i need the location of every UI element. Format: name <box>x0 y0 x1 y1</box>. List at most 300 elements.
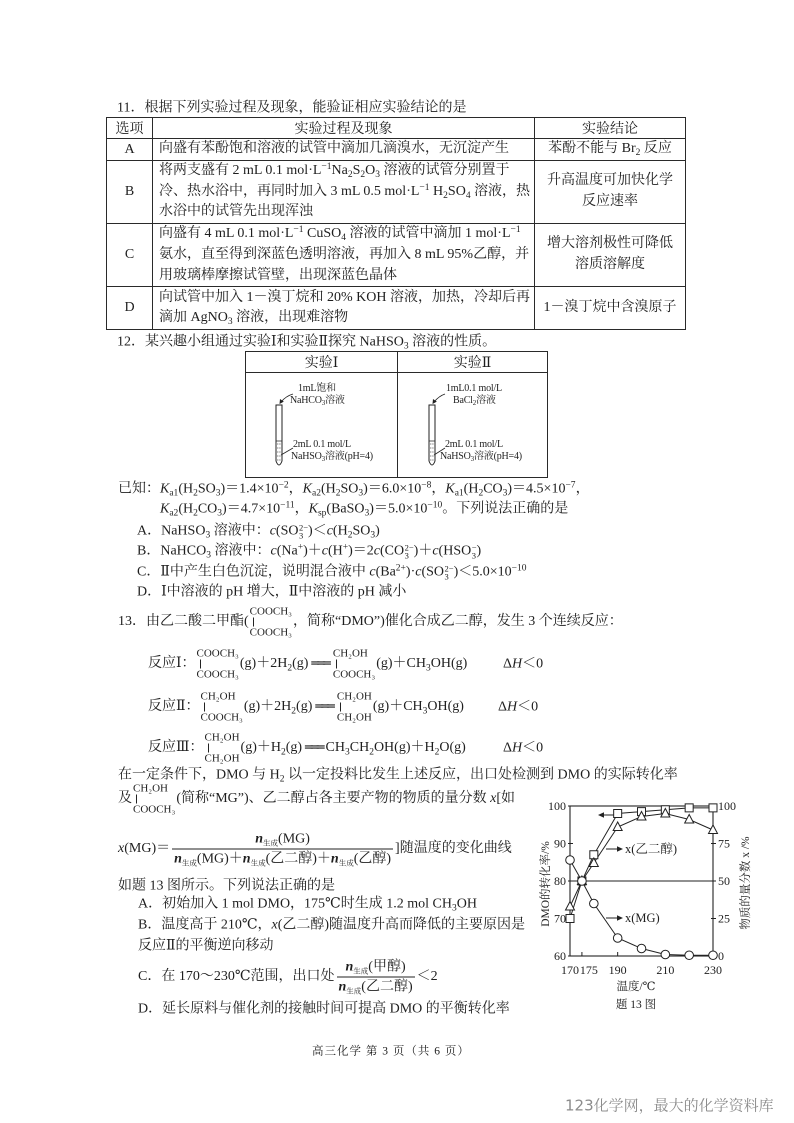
text-run: SO <box>352 523 371 539</box>
experiment-1-title: 实验Ⅰ <box>246 352 398 373</box>
cell-line <box>535 298 685 319</box>
text-run: (H <box>178 501 194 517</box>
denominator <box>337 978 415 997</box>
bond-line <box>208 744 209 753</box>
reaction-1-enthalpy <box>503 655 543 674</box>
text-run: 溶液 <box>325 395 345 406</box>
subscript: 2 <box>279 774 285 785</box>
formula-bottom-group: COOCH₃ <box>249 626 293 639</box>
q13-option-b-continued <box>138 937 274 956</box>
text-run: (g)＋2H <box>243 699 292 715</box>
text-run: (H <box>463 481 479 497</box>
left-axis-title: DMO的转化率/% <box>540 841 552 927</box>
text-run: OH(g)＋H <box>373 740 435 756</box>
structural-formula <box>197 649 239 680</box>
italic-symbol: c <box>326 523 333 539</box>
series-label-mg: x(MG) <box>625 911 660 925</box>
text-run: [如 <box>496 791 516 807</box>
conclusion-cell <box>535 287 686 330</box>
text-run: (g)＋2H <box>239 656 288 672</box>
text-run: Δ <box>503 740 513 756</box>
text-run: 在一定条件下，DMO 与 H <box>118 767 280 783</box>
text-run: A．初始加入 1 mol DMO，175℃时生成 1.2 mol CH <box>138 896 452 912</box>
experiment-1-setup <box>246 373 398 478</box>
subscript: 3 <box>321 399 326 407</box>
subscript: 3 <box>375 170 381 180</box>
text-run: (g)＋H <box>240 740 281 756</box>
text-run: 如题 13 图所示。下列说法正确的是 <box>118 878 335 894</box>
formula-bottom-group: COOCH₃ <box>200 711 243 724</box>
bond-line <box>200 660 201 669</box>
cell-line <box>159 202 534 223</box>
cell-line <box>535 255 685 276</box>
table-row <box>107 139 686 161</box>
text-run: H <box>429 183 444 199</box>
structural-formula <box>333 649 375 680</box>
structural-formula <box>133 784 175 815</box>
subscript: 生成 <box>250 858 266 868</box>
text-run: ＜0 <box>522 656 544 672</box>
text-run: (乙二醇)随温度升高而降低的主要原因是 <box>277 917 526 933</box>
superscript: + <box>297 542 304 553</box>
q12-experiment-figure <box>245 351 548 478</box>
subscript: a1 <box>454 488 464 499</box>
italic-symbol: n <box>338 979 347 995</box>
text-run: )＝1.4×10 <box>220 481 279 497</box>
subscript: 3 <box>227 317 233 328</box>
text-run: (g)＋CH <box>372 699 423 715</box>
question-13-stem <box>118 607 623 638</box>
structural-formula <box>201 692 243 723</box>
header-conclusion: 实验结论 <box>535 118 686 139</box>
q13-body-line <box>118 877 335 896</box>
subscript: 2 <box>635 148 641 159</box>
subscript: 3 <box>502 488 508 499</box>
subscript: 生成 <box>338 858 354 868</box>
text-run: (甲醇) <box>368 959 406 975</box>
formula-top-group: COOCH₃ <box>249 605 293 618</box>
text-run: 。下列说法正确的是 <box>442 501 569 517</box>
page-footer: 高三化学 第 3 页（共 6 页） <box>312 1045 470 1058</box>
italic-symbol: c <box>269 523 276 539</box>
italic-symbol: x <box>118 841 125 857</box>
q12-option-a <box>137 522 380 541</box>
text-run: )＝6.0×10 <box>363 481 422 497</box>
ion-charge <box>445 565 454 581</box>
conclusion-cell <box>535 224 686 287</box>
italic-symbol: K <box>445 481 455 497</box>
text-run: (g) <box>292 656 309 672</box>
superscript: −2 <box>278 480 289 491</box>
data-point-circle <box>637 944 646 953</box>
text-run: )＝5.0×10 <box>369 501 428 517</box>
header-option: 选项 <box>107 118 153 139</box>
italic-symbol: n <box>242 851 251 867</box>
text-run: S <box>352 163 361 178</box>
left-axis-tick-label: 60 <box>554 949 566 963</box>
subscript: 2 <box>360 170 366 180</box>
superscript: −1 <box>293 225 304 236</box>
text-run: 12．某兴趣小组通过实验Ⅰ和实验Ⅱ探究 NaHSO <box>117 334 404 350</box>
italic-symbol: c <box>415 564 422 580</box>
text-run: B．温度高于 210℃， <box>138 917 272 933</box>
table-header-row <box>107 118 686 139</box>
conclusion-cell <box>535 161 686 224</box>
text-run: 已知： <box>118 481 160 497</box>
text-run: (MG)＝ <box>124 841 171 857</box>
arrowhead-icon <box>598 812 604 817</box>
structural-formula <box>250 607 292 638</box>
text-run: 苯酚不能与 Br <box>548 141 636 157</box>
x-axis-title: 温度/℃ <box>616 981 656 993</box>
right-axis-title: 物质的量分数 x /% <box>740 836 752 930</box>
text-run: CH <box>349 740 370 756</box>
formula-top-group: CH₂OH <box>336 690 372 703</box>
text-run: (H <box>178 481 194 497</box>
text-run: )＋ <box>303 543 322 559</box>
italic-symbol: c <box>270 543 277 559</box>
subscript: 2 <box>287 663 293 674</box>
formula-bottom-group: COOCH₃ <box>133 803 176 816</box>
left-axis-tick-label: 80 <box>554 874 566 888</box>
text-run: 增大溶剂极性可降低 <box>547 236 673 252</box>
question-12-stem <box>117 333 496 352</box>
text-run: SO <box>340 481 359 497</box>
tube-solution-label <box>440 451 522 463</box>
subscript: 3 <box>403 341 409 352</box>
superscript: −1 <box>419 182 430 193</box>
text-run: 1mL0.1 mol/L <box>446 383 502 394</box>
text-run: D．Ⅰ中溶液的 pH 增大，Ⅱ中溶液的 pH 减小 <box>137 584 407 600</box>
text-run: 向盛有 4 mL 0.1 mol·L <box>159 226 294 242</box>
subscript: 3 <box>206 550 211 561</box>
subscript: 2 <box>347 530 353 541</box>
right-axis-tick-label: 100 <box>718 799 736 813</box>
text-run: 反应Ⅲ： <box>148 740 204 756</box>
italic-symbol: c <box>373 543 380 559</box>
text-run: OH <box>456 896 477 912</box>
experiment-1-drawing <box>246 373 397 477</box>
cell-line <box>535 234 685 255</box>
charge-superscript: 2− <box>404 542 414 553</box>
watermark-text: 123化学网，最大的化学资料库 <box>565 1096 774 1115</box>
text-run: (CO <box>379 543 405 559</box>
subscript: 生成 <box>353 966 369 976</box>
text-run: 以一定投料比发生上述反应，出口处检测到 DMO 的实际转化率 <box>284 767 678 783</box>
text-run: CH <box>325 740 345 756</box>
italic-symbol: K <box>160 481 170 497</box>
subscript: 生成 <box>263 838 279 848</box>
count-subscript: 3 <box>471 550 476 561</box>
text-run: O <box>365 163 376 178</box>
text-run: C．Ⅱ中产生白色沉淀，说明混合液中 <box>137 564 370 580</box>
formula-top-group: CH₂OH <box>332 647 368 660</box>
text-run: 13．由乙二酸二甲酯( <box>118 614 249 630</box>
bond-line <box>136 795 137 804</box>
subscript: 2 <box>347 170 353 180</box>
data-point-circle <box>661 950 670 959</box>
text-run: )＝4.7×10 <box>222 501 281 517</box>
text-run: (简称“MG”)、乙二醇占各主要产物的物质的量分数 <box>176 791 491 807</box>
text-run: CO <box>483 481 503 497</box>
subscript: 2 <box>369 747 374 758</box>
text-run: (MG)＋ <box>196 851 243 867</box>
text-run: (H <box>332 523 348 539</box>
text-run: ＜2 <box>416 969 438 985</box>
table-row <box>107 287 686 330</box>
bond-line <box>204 703 205 712</box>
subscript: a2 <box>169 508 179 519</box>
subscript: 3 <box>470 455 474 463</box>
text-run: ＜0 <box>517 699 539 715</box>
text-run: 用玻璃棒摩擦试管壁，出现深蓝色晶体 <box>159 267 397 283</box>
text-run: 溶液的性质。 <box>408 334 497 350</box>
text-run: 反应 <box>640 141 672 157</box>
subscript: 4 <box>465 190 471 201</box>
subscript: 2 <box>335 488 341 499</box>
text-run: (g) <box>296 699 313 715</box>
superscript: −11 <box>280 500 295 511</box>
double-equals-sign: ═══ <box>315 699 333 715</box>
text-run: )＜ <box>308 523 327 539</box>
italic-symbol: K <box>308 501 318 517</box>
left-axis-tick-label: 100 <box>548 799 566 813</box>
right-axis-tick-label: 75 <box>718 836 730 851</box>
reagent-added-label <box>453 395 496 407</box>
arrowhead-icon <box>617 846 623 851</box>
fraction <box>337 958 415 997</box>
text-run: BaCl <box>453 395 473 406</box>
reaction-3-enthalpy <box>503 739 543 758</box>
charge-superscript: − <box>471 542 477 553</box>
subscript: 2 <box>193 488 198 499</box>
text-run: (BaSO <box>326 501 365 517</box>
q13-mg-fraction-definition <box>118 830 512 869</box>
italic-symbol: n <box>345 959 354 975</box>
text-run: 溶质溶解度 <box>575 257 645 273</box>
text-run: )＝4.5×10 <box>507 481 566 497</box>
reagent-added-label <box>298 383 336 395</box>
subscript: a1 <box>169 488 179 499</box>
experiment-2-drawing <box>398 373 547 477</box>
superscript: + <box>342 542 349 553</box>
superscript: −10 <box>427 500 443 511</box>
text-run: 向试管中加入 1－溴丁烷和 20% KOH 溶液，加热，冷却后再 <box>159 289 530 305</box>
text-run: 反应Ⅱ： <box>148 699 200 715</box>
q12-option-b <box>137 542 481 561</box>
text-run: 反应Ⅰ： <box>148 656 196 672</box>
subscript: 3 <box>370 530 376 541</box>
italic-symbol: H <box>507 699 518 715</box>
subscript: 3 <box>426 663 431 674</box>
tube-solution-label <box>291 451 373 463</box>
cell-line <box>535 171 685 192</box>
text-run: ) <box>476 543 482 559</box>
dropping-arrow-icon <box>434 394 445 402</box>
reaction-1-equation <box>148 649 467 680</box>
text-run: (H <box>327 543 343 559</box>
data-point-circle <box>613 934 622 943</box>
superscript: −1 <box>510 225 521 236</box>
formula-bottom-group: COOCH₃ <box>196 668 239 681</box>
process-cell <box>153 161 535 224</box>
data-point-circle <box>590 899 599 908</box>
structural-formula <box>337 692 372 723</box>
subscript: 3 <box>205 530 211 541</box>
text-run: 氨水，直至得到深蓝色透明溶液，再加入 8 mL 95%乙醇，并 <box>159 246 530 262</box>
right-axis-tick-label: 50 <box>718 874 730 888</box>
formula-top-group: COOCH₃ <box>196 647 239 660</box>
text-run: 将两支盛有 2 mL 0.1 mol·L <box>159 163 322 178</box>
text-run: CuSO <box>303 226 342 242</box>
option-cell: C <box>107 224 153 287</box>
cell-line <box>159 161 534 182</box>
reagent-added-label <box>290 395 345 407</box>
data-point-square <box>566 915 574 923</box>
text-run: 滴加 AgNO <box>159 310 228 326</box>
text-run: 溶液，热 <box>470 183 531 199</box>
text-run: 反应速率 <box>582 194 638 210</box>
cell-line <box>159 288 534 309</box>
text-run: (Ba <box>375 564 396 580</box>
formula-bottom-group: COOCH₃ <box>332 668 376 681</box>
subscript: 3 <box>321 455 325 463</box>
text-run: ， <box>575 481 590 497</box>
italic-symbol: c <box>432 543 439 559</box>
tube-outline <box>429 405 435 465</box>
q13-option-c <box>138 958 438 997</box>
data-point-circle <box>578 877 587 886</box>
text-run: (SO <box>275 523 299 539</box>
bond-line <box>253 618 254 627</box>
x-axis-tick-label: 190 <box>608 963 627 977</box>
data-point-triangle <box>709 825 718 834</box>
text-run: 1mL饱和 <box>298 383 336 394</box>
table-row <box>107 224 686 287</box>
count-subscript: 3 <box>444 571 449 582</box>
text-run: (Na <box>276 543 298 559</box>
text-run: 1－溴丁烷中含溴原子 <box>543 299 677 315</box>
process-cell <box>153 287 535 330</box>
formula-top-group: CH₂OH <box>133 782 169 795</box>
subscript: 生成 <box>346 986 362 996</box>
italic-symbol: n <box>174 851 182 867</box>
count-subscript: 3 <box>298 530 304 541</box>
text-run: ) <box>375 523 380 539</box>
cell-line <box>159 266 534 287</box>
subscript: 3 <box>422 706 428 717</box>
subscript: 2 <box>280 747 286 758</box>
cell-line <box>159 224 534 245</box>
superscript: −10 <box>511 563 527 574</box>
cell-line <box>159 245 534 266</box>
double-equals-sign: ═══ <box>311 656 329 672</box>
bond-line <box>336 660 337 669</box>
tube-solution-label <box>293 439 351 451</box>
q13-body-line <box>118 766 678 785</box>
text-run: 溶液，出现难溶物 <box>232 310 349 326</box>
italic-symbol: K <box>302 481 313 497</box>
data-point-circle <box>566 856 575 865</box>
italic-symbol: n <box>255 831 264 847</box>
text-run: 2mL 0.1 mol/L <box>293 439 351 450</box>
q11-experiment-table <box>106 117 686 330</box>
tube-solution-label <box>445 439 503 451</box>
right-axis-tick-label: 0 <box>718 949 724 963</box>
text-run: 溶液的试管中滴加 1 mol·L <box>346 226 511 242</box>
data-point-circle <box>709 951 718 960</box>
ion-charge <box>405 544 414 560</box>
question-11-stem <box>117 99 466 118</box>
text-run: (乙醇) <box>353 851 392 867</box>
subscript: 3 <box>344 747 350 758</box>
tube-outline <box>276 405 282 465</box>
text-run: Na <box>331 163 348 178</box>
q12-option-d <box>137 583 406 602</box>
known-constants-line <box>160 500 568 519</box>
process-cell <box>153 139 535 161</box>
text-run: (HSO <box>438 543 472 559</box>
table-row <box>107 161 686 224</box>
text-run: (乙二醇) <box>361 979 413 995</box>
text-run: ]随温度的变化曲线 <box>395 841 512 857</box>
italic-symbol: c <box>321 543 328 559</box>
numerator <box>172 830 393 850</box>
reaction-2-equation <box>148 692 464 723</box>
figure-header-row <box>246 352 548 373</box>
left-axis-tick-label: 70 <box>554 911 566 926</box>
text-run: 11．根据下列实验过程及现象，能验证相应实验结论的是 <box>117 100 467 116</box>
text-run: ，简称“DMO”)催化合成乙二醇，发生 3 个连续反应： <box>293 614 623 630</box>
subscript: 4 <box>341 233 347 244</box>
subscript: 3 <box>217 508 223 519</box>
italic-symbol: K <box>160 501 170 517</box>
formula-bottom-group: CH₂OH <box>336 711 372 724</box>
data-point-triangle <box>613 822 622 831</box>
text-run: C．在 170～230℃范围，出口处 <box>138 969 335 985</box>
x-axis-tick-label: 170 <box>561 963 579 977</box>
text-run: 升高温度可加快化学 <box>547 173 673 189</box>
text-run: 冷、热水浴中，再同时加入 3 mL 0.5 mol·L <box>159 183 420 199</box>
italic-symbol: x <box>271 917 278 933</box>
data-point-square <box>709 804 717 812</box>
text-run: ， <box>294 501 309 517</box>
text-run: (乙二醇)＋ <box>265 851 331 867</box>
text-run: 溶液中： <box>210 543 271 559</box>
text-run: O(g) <box>439 740 466 756</box>
x-axis-tick-label: 230 <box>704 963 722 977</box>
figure-13-chart <box>530 790 765 1025</box>
text-run: B．NaHCO <box>137 543 207 559</box>
ion-charge <box>299 524 308 540</box>
solution-hatching <box>430 444 434 460</box>
text-run: (g)＋CH <box>376 656 426 672</box>
q13-option-b <box>138 916 525 935</box>
text-run: 向盛有苯酚饱和溶液的试管中滴加几滴溴水，无沉淀产生 <box>159 141 509 157</box>
text-run: OH(g) <box>430 656 468 672</box>
reaction-2-enthalpy <box>498 698 538 717</box>
text-run: 水浴中的试管先出现浑浊 <box>159 204 313 220</box>
text-run: 溶液 <box>476 395 496 406</box>
text-run: )＋ <box>413 543 433 559</box>
data-point-circle <box>685 951 694 960</box>
subscript: 3 <box>364 508 370 519</box>
charge-superscript: 2− <box>444 563 454 574</box>
text-run: ， <box>431 481 446 497</box>
right-axis-tick-label: 25 <box>718 911 730 926</box>
known-constants-line <box>118 480 590 499</box>
q13-option-a <box>138 895 477 914</box>
